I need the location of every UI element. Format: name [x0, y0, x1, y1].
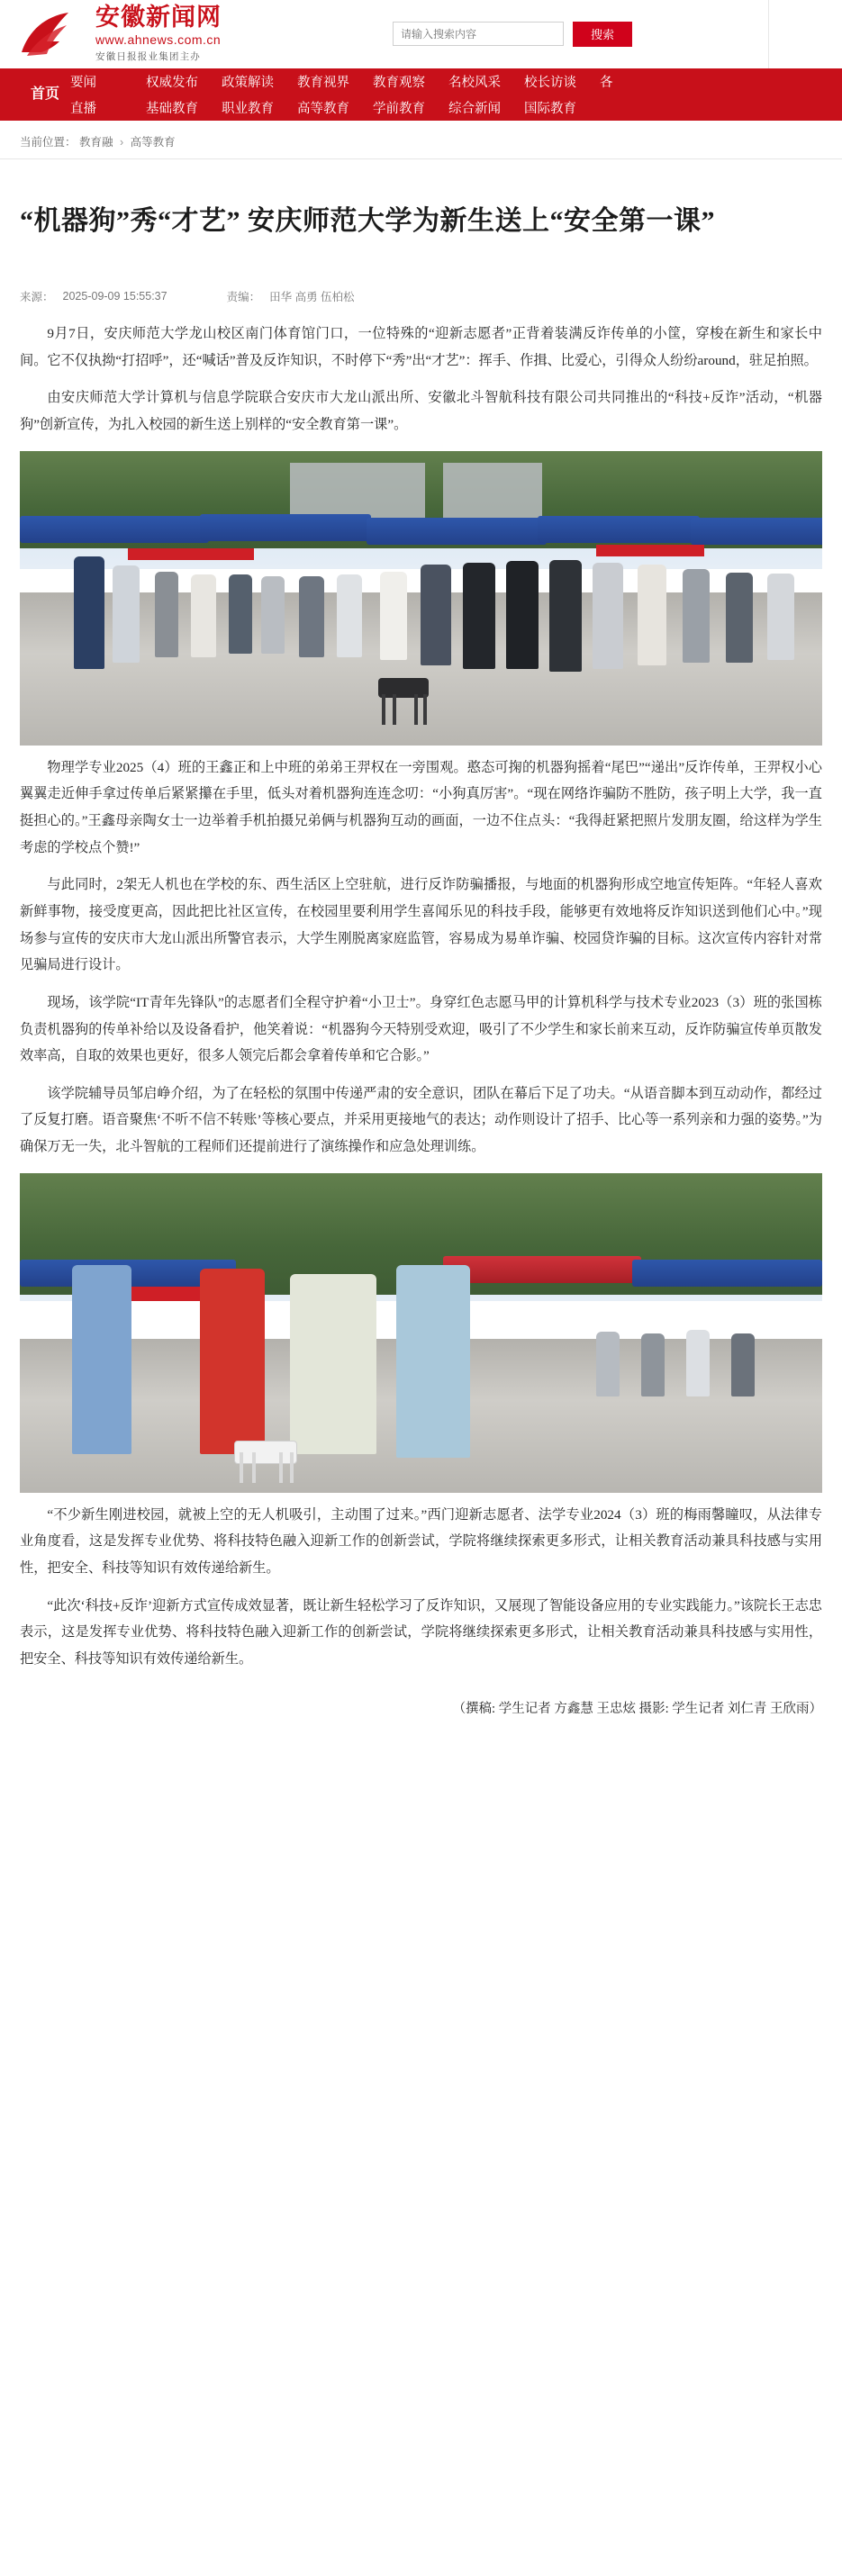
search-button[interactable]: 搜索	[573, 22, 632, 47]
photo-person-student	[290, 1274, 376, 1454]
search-input[interactable]	[393, 22, 564, 46]
photo-person	[683, 569, 710, 663]
search-area	[393, 22, 632, 47]
logo-subtitle: 安徽日报报业集团主办	[95, 50, 201, 62]
photo-tent-canopy	[632, 1260, 822, 1287]
nav-row-2	[70, 95, 842, 121]
photo-tent-canopy	[691, 518, 822, 545]
article-signature: （撰稿: 学生记者 方鑫慧 王忠炫 摄影: 学生记者 刘仁青 王欣雨）	[452, 1701, 822, 1716]
photo-person	[229, 574, 252, 654]
nav-item-xueqianjiaoyu[interactable]: 学前教育	[373, 102, 425, 116]
photo-person	[113, 565, 140, 663]
photo-person	[731, 1333, 755, 1396]
article-photo-1	[20, 451, 822, 746]
robot-dog-leg	[290, 1452, 294, 1483]
nav-item-gaodengjiaoyu[interactable]: 高等教育	[297, 102, 349, 116]
photo-tent-canopy	[20, 516, 209, 543]
meta-editor-value: 田华 高勇 伍柏松	[269, 291, 355, 304]
photo-person	[638, 565, 666, 665]
photo-person	[506, 561, 539, 669]
photo-banner	[128, 548, 254, 560]
site-header	[0, 0, 842, 68]
logo-url: www.ahnews.com.cn	[95, 32, 222, 47]
robot-dog-leg	[279, 1452, 283, 1483]
meta-source-value: 2025-09-09 15:55:37	[62, 290, 167, 303]
breadcrumb-item-0[interactable]: 教育融	[79, 136, 113, 149]
photo-tent-canopy	[367, 518, 547, 545]
nav-item-mingxiaofengcai[interactable]: 名校风采	[448, 76, 501, 90]
nav-item-guojijiaoyu[interactable]: 国际教育	[524, 102, 576, 116]
breadcrumb-item-1[interactable]: 高等教育	[130, 136, 176, 149]
logo-title: 安徽新闻网	[95, 4, 222, 32]
nav-item-zonghexinwen[interactable]: 综合新闻	[448, 102, 501, 116]
logo-text	[95, 5, 222, 62]
photo-building	[443, 463, 542, 521]
article-meta	[20, 268, 822, 321]
nav-row-1	[70, 68, 842, 95]
nav-item-yaowen[interactable]: 要闻	[70, 76, 96, 90]
photo-person	[726, 573, 753, 663]
photo-person	[191, 574, 216, 657]
paragraph: 9月7日，安庆师范大学龙山校区南门体育馆门口，一位特殊的“迎新志愿者”正背着装满反诈传单的小筐，穿梭在新生和家长中间。它不仅执拗“打招呼”，还“喊话”普及反诈知识，不时停下“秀”出“才艺”：挥手、作揖、比爱心，引得众人纷纷around，驻足拍照。	[20, 326, 822, 368]
breadcrumb	[0, 121, 842, 159]
nav-item-quanweifabu[interactable]: 权威发布	[146, 76, 198, 90]
photo-tent-canopy	[200, 514, 371, 541]
photo-2-caption: “不少新生刚进校园，就被上空的无人机吸引，主动围了过来。”西门迎新志愿者、法学专业2024（3）班的梅雨馨瞳叹，从法律专业角度看，这是发挥专业优势、将科技特色融入迎新工作的创新尝试，学院将继续探索更多形式，让相关教育活动兼具科技感与实用性，把安全、科技等知识有效传递给新生。	[20, 1506, 822, 1576]
site-logo[interactable]	[20, 5, 222, 62]
main-nav	[0, 68, 842, 121]
photo-tent-canopy	[443, 1256, 641, 1283]
nav-item-jiaoyuguancha[interactable]: 教育观察	[373, 76, 425, 90]
breadcrumb-separator: ›	[120, 136, 124, 149]
robot-dog-body	[378, 678, 429, 698]
nav-item-zhengcejiedu[interactable]: 政策解读	[222, 76, 274, 90]
photo-person-teacher	[72, 1265, 131, 1454]
article-body-part-1	[20, 321, 822, 438]
photo-person	[299, 576, 324, 657]
page-title: “机器狗”秀“才艺” 安庆师范大学为新生送上“安全第一课”	[20, 206, 715, 237]
nav-rows	[70, 68, 842, 121]
photo-banner	[596, 545, 704, 556]
photo-person-police	[74, 556, 104, 669]
robot-dog-leg	[393, 694, 396, 725]
logo-mark-icon	[20, 11, 86, 58]
nav-item-jichujiaoyu[interactable]: 基础教育	[146, 102, 198, 116]
article-body-part-2	[20, 755, 822, 1161]
nav-item-zhibo[interactable]: 直播	[70, 102, 96, 116]
nav-item-home[interactable]: 首页	[30, 86, 59, 102]
paragraph: 该学院辅导员邹启峥介绍，为了在轻松的氛围中传递严肃的安全意识，团队在幕后下足了功夫。“从语音脚本到互动动作，都经过了反复打磨。语音聚焦‘不听不信不转账’等核心要点，并采用更接地气的表达；动作则设计了招手、比心等一系列亲和力强的姿势。”为确保万无一失，北斗智航的工程师们还提前进行了演练操作和应急处理训练。	[20, 1085, 822, 1155]
robot-dog-leg	[240, 1452, 243, 1483]
paragraph: 与此同时，2架无人机也在学校的东、西生活区上空驻航，进行反诈防骗播报，与地面的机器狗形成空地宣传矩阵。“年轻人喜欢新鲜事物，接受度更高，因此把比社区宣传，在校园里要利用学生喜闻乐见的科技手段，能够更有效地将反诈知识送到他们心中。”现场参与宣传的安庆市大龙山派出所警官表示，大学生刚脱离家庭监管，容易成为易单诈骗、校园贷诈骗的目标。这次宣传内容针对常见骗局进行设计。	[20, 877, 822, 973]
photo-person-volunteer	[200, 1269, 265, 1454]
nav-item-xiaozhangfangtan[interactable]: 校长访谈	[524, 76, 576, 90]
photo-person	[463, 563, 495, 669]
robot-dog-leg	[382, 694, 385, 725]
meta-source-label: 来源：	[20, 291, 54, 304]
nav-item-zhiyejiaoyu[interactable]: 职业教育	[222, 102, 274, 116]
article	[0, 177, 842, 1743]
header-right-panel	[768, 0, 842, 68]
breadcrumb-label: 当前位置：	[20, 136, 77, 149]
nav-item-jiaoyushijie[interactable]: 教育视界	[297, 76, 349, 90]
article-body-part-3	[20, 1593, 822, 1673]
photo-person	[155, 572, 178, 657]
photo-person	[421, 565, 451, 665]
article-photo-2	[20, 1173, 822, 1493]
photo-person	[767, 574, 794, 660]
robot-dog-leg	[423, 694, 427, 725]
meta-editor-label: 责编：	[226, 291, 261, 304]
robot-dog-body	[234, 1441, 297, 1464]
photo-person	[596, 1332, 620, 1396]
robot-dog-leg	[252, 1452, 256, 1483]
paragraph: “此次‘科技+反诈’迎新方式宣传成效显著，既让新生轻松学习了反诈知识，又展现了智能设备应用的专业实践能力。”该院长王志忠表示，这是发挥专业优势、将科技特色融入迎新工作的创新尝试，学院将继续探索更多形式，让相关教育活动兼具科技感与实用性，把安全、科技等知识有效传递给新生。	[20, 1597, 822, 1667]
paragraph: 现场，该学院“IT青年先锋队”的志愿者们全程守护着“小卫士”。身穿红色志愿马甲的计算机科学与技术专业2023（3）班的张国栋负责机器狗的传单补给以及设备看护，他笑着说：“机器狗今天特别受欢迎，吸引了不少学生和家长前来互动，反诈防骗宣传单页散发效率高，自取的效果也更好，很多人领完后都会拿着传单和它合影。”	[20, 994, 822, 1064]
paragraph: 物理学专业2025（4）班的王鑫正和上中班的弟弟王羿权在一旁围观。憨态可掬的机器狗摇着“尾巴”“递出”反诈传单，王羿权小心翼翼走近伸手拿过传单后紧紧攥在手里，低头对着机器狗连连念叨：“小狗真厉害”。“现在网络诈骗防不胜防，孩子明上大学，我一直挺担心的。”王鑫母亲陶女士一边举着手机拍摄兄弟俩与机器狗互动的画面，一边不住点头：“我得赶紧把照片发朋友圈，给这样为学生考虑的学校点个赞!”	[20, 759, 822, 855]
photo-person-student	[396, 1265, 470, 1458]
nav-item-ge[interactable]: 各	[600, 76, 613, 90]
paragraph: 由安庆师范大学计算机与信息学院联合安庆市大龙山派出所、安徽北斗智航科技有限公司共同推出的“科技+反诈”活动，“机器狗”创新宣传，为扎入校园的新生送上别样的“安全教育第一课”。	[20, 390, 822, 433]
photo-person	[380, 572, 407, 660]
photo-person	[549, 560, 582, 672]
photo-person	[593, 563, 623, 669]
photo-person	[337, 574, 362, 657]
photo-tent-canopy	[538, 516, 700, 543]
photo-person	[686, 1330, 710, 1396]
photo-person	[261, 576, 285, 654]
robot-dog-leg	[414, 694, 418, 725]
photo-person	[641, 1333, 665, 1396]
